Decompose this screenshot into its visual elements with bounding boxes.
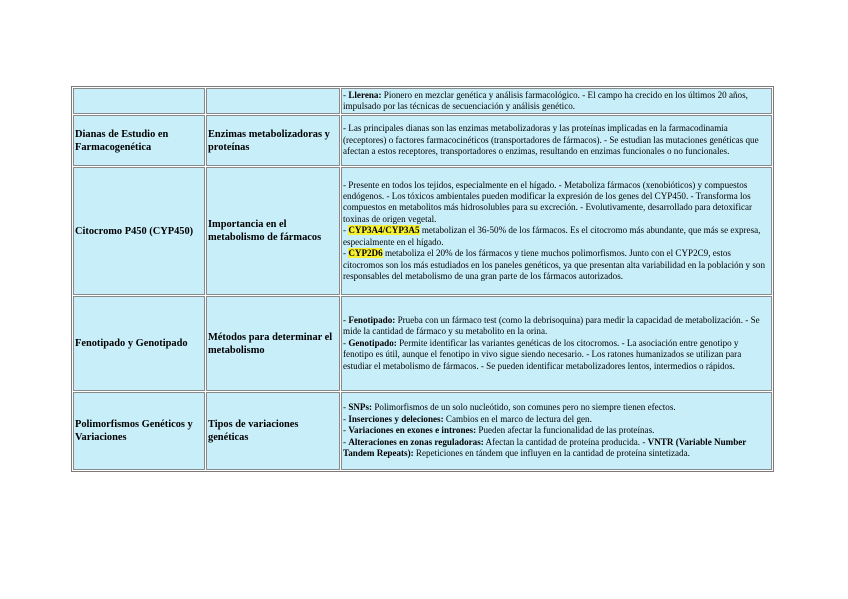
text-run: -	[343, 225, 349, 236]
text-run: - Presente en todos los tejidos, especialmente en el hígado. - Metaboliza fármacos (xenobióticos) y compuestos endógenos. - Los tóxicos ambientales pueden modificar la expresión de los genes del CYP450. - Transforma los compuestos en metabolitos más hidrosolubles para su excreción. - Evolutivamente, desarrollado para detoxificar toxinas de origen vegetal.	[343, 179, 753, 224]
category-cell: Importancia en el metabolismo de fármacos	[206, 167, 340, 295]
text-run: metabolizan el 36-50% de los fármacos. Es el citocromo más abundante, que más se expresa, especialmente en el hígado.	[343, 225, 761, 247]
topic-cell: Citocromo P450 (CYP450)	[73, 167, 205, 295]
topic-cell	[73, 88, 205, 114]
text-run: -	[343, 425, 349, 436]
category-cell	[206, 88, 340, 114]
description-cell	[341, 167, 772, 295]
bold-term: VNTR (Variable Number Tandem Repeats):	[343, 436, 747, 459]
table-row	[73, 115, 772, 166]
bold-term: Llerena:	[348, 89, 382, 100]
bold-term: Genotipado:	[348, 337, 397, 348]
highlighted-term: CYP3A4/CYP3A5	[348, 225, 420, 236]
text-run: Afectan la cantidad de proteína producida. -	[483, 436, 648, 447]
text-run: Repeticiones en tándem que influyen en la cantidad de proteína sintetizada.	[413, 448, 690, 459]
summary-table	[71, 86, 774, 472]
text-run: -	[343, 89, 349, 100]
topic-cell: Polimorfismos Genéticos y Variaciones	[73, 392, 205, 470]
text-run: Prueba con un fármaco test (como la debrisoquina) para medir la capacidad de metabolización. - Se mide la cantidad de fármaco y su metabolito en la orina.	[343, 314, 760, 337]
topic-cell: Fenotipado y Genotipado	[73, 296, 205, 391]
text-run: -	[343, 436, 349, 447]
text-run: Pueden afectar la funcionalidad de las proteínas.	[476, 425, 655, 436]
text-run: -	[343, 248, 349, 259]
bold-term: SNPs:	[348, 402, 373, 413]
description-cell	[341, 88, 772, 114]
table-row	[73, 88, 772, 114]
category-cell: Métodos para determinar el metabolismo	[206, 296, 340, 391]
highlighted-term: CYP2D6	[348, 248, 383, 259]
text-run: -	[343, 337, 349, 348]
description-cell	[341, 392, 772, 470]
text-run: metaboliza el 20% de los fármacos y tiene muchos polimorfismos. Junto con el CYP2C9, estos citocromos son los más estudiados en los paneles genéticos, ya que presentan alta variabilidad en la población y son responsables del metabolismo de una gran parte de los fármacos autorizados.	[343, 248, 765, 281]
text-run: -	[343, 413, 349, 424]
text-run: Pionero en mezclar genética y análisis farmacológico. - El campo ha crecido en los últimos 20 años, impulsado por las técnicas de secuenciación y análisis genético.	[343, 89, 748, 111]
bold-term: Inserciones y deleciones:	[348, 413, 444, 424]
bold-term: Alteraciones en zonas reguladoras:	[348, 436, 484, 447]
table-row	[73, 167, 772, 295]
table-row	[73, 296, 772, 391]
description-cell	[341, 296, 772, 391]
table-row	[73, 392, 772, 470]
text-run: Permite identificar las variantes genéticas de los citocromos. - La asociación entre genotipo y fenotipo es útil, aunque el fenotipo in vivo sigue siendo necesario. - Los ratones humanizados se utilizan para estudiar el metabolismo de fármacos. - Se pueden identificar metabolizadores lentos, intermedios o rápidos.	[343, 337, 742, 371]
text-run: Polimorfismos de un solo nucleótido, son comunes pero no siempre tienen efectos.	[372, 402, 676, 413]
text-run: Cambios en el marco de lectura del gen.	[443, 413, 592, 424]
description-cell	[341, 115, 772, 166]
bold-term: Variaciones en exones e intrones:	[348, 425, 477, 436]
text-run: - Las principales dianas son las enzimas metabolizadoras y las proteínas implicadas en la farmacodinamia (receptores) o factores farmacocinéticos (transportadores de fármacos). - Se estudian las mutaciones genéticas que afectan a estos receptores, transportadores o enzimas, resultando en enzimas funcionales o no funcionales.	[343, 123, 759, 157]
topic-cell: Dianas de Estudio en Farmacogenética	[73, 115, 205, 166]
bold-term: Fenotipado:	[348, 314, 396, 325]
category-cell: Tipos de variaciones genéticas	[206, 392, 340, 470]
category-cell: Enzimas metabolizadoras y proteínas	[206, 115, 340, 166]
text-run: -	[343, 402, 349, 413]
text-run: -	[343, 314, 349, 325]
